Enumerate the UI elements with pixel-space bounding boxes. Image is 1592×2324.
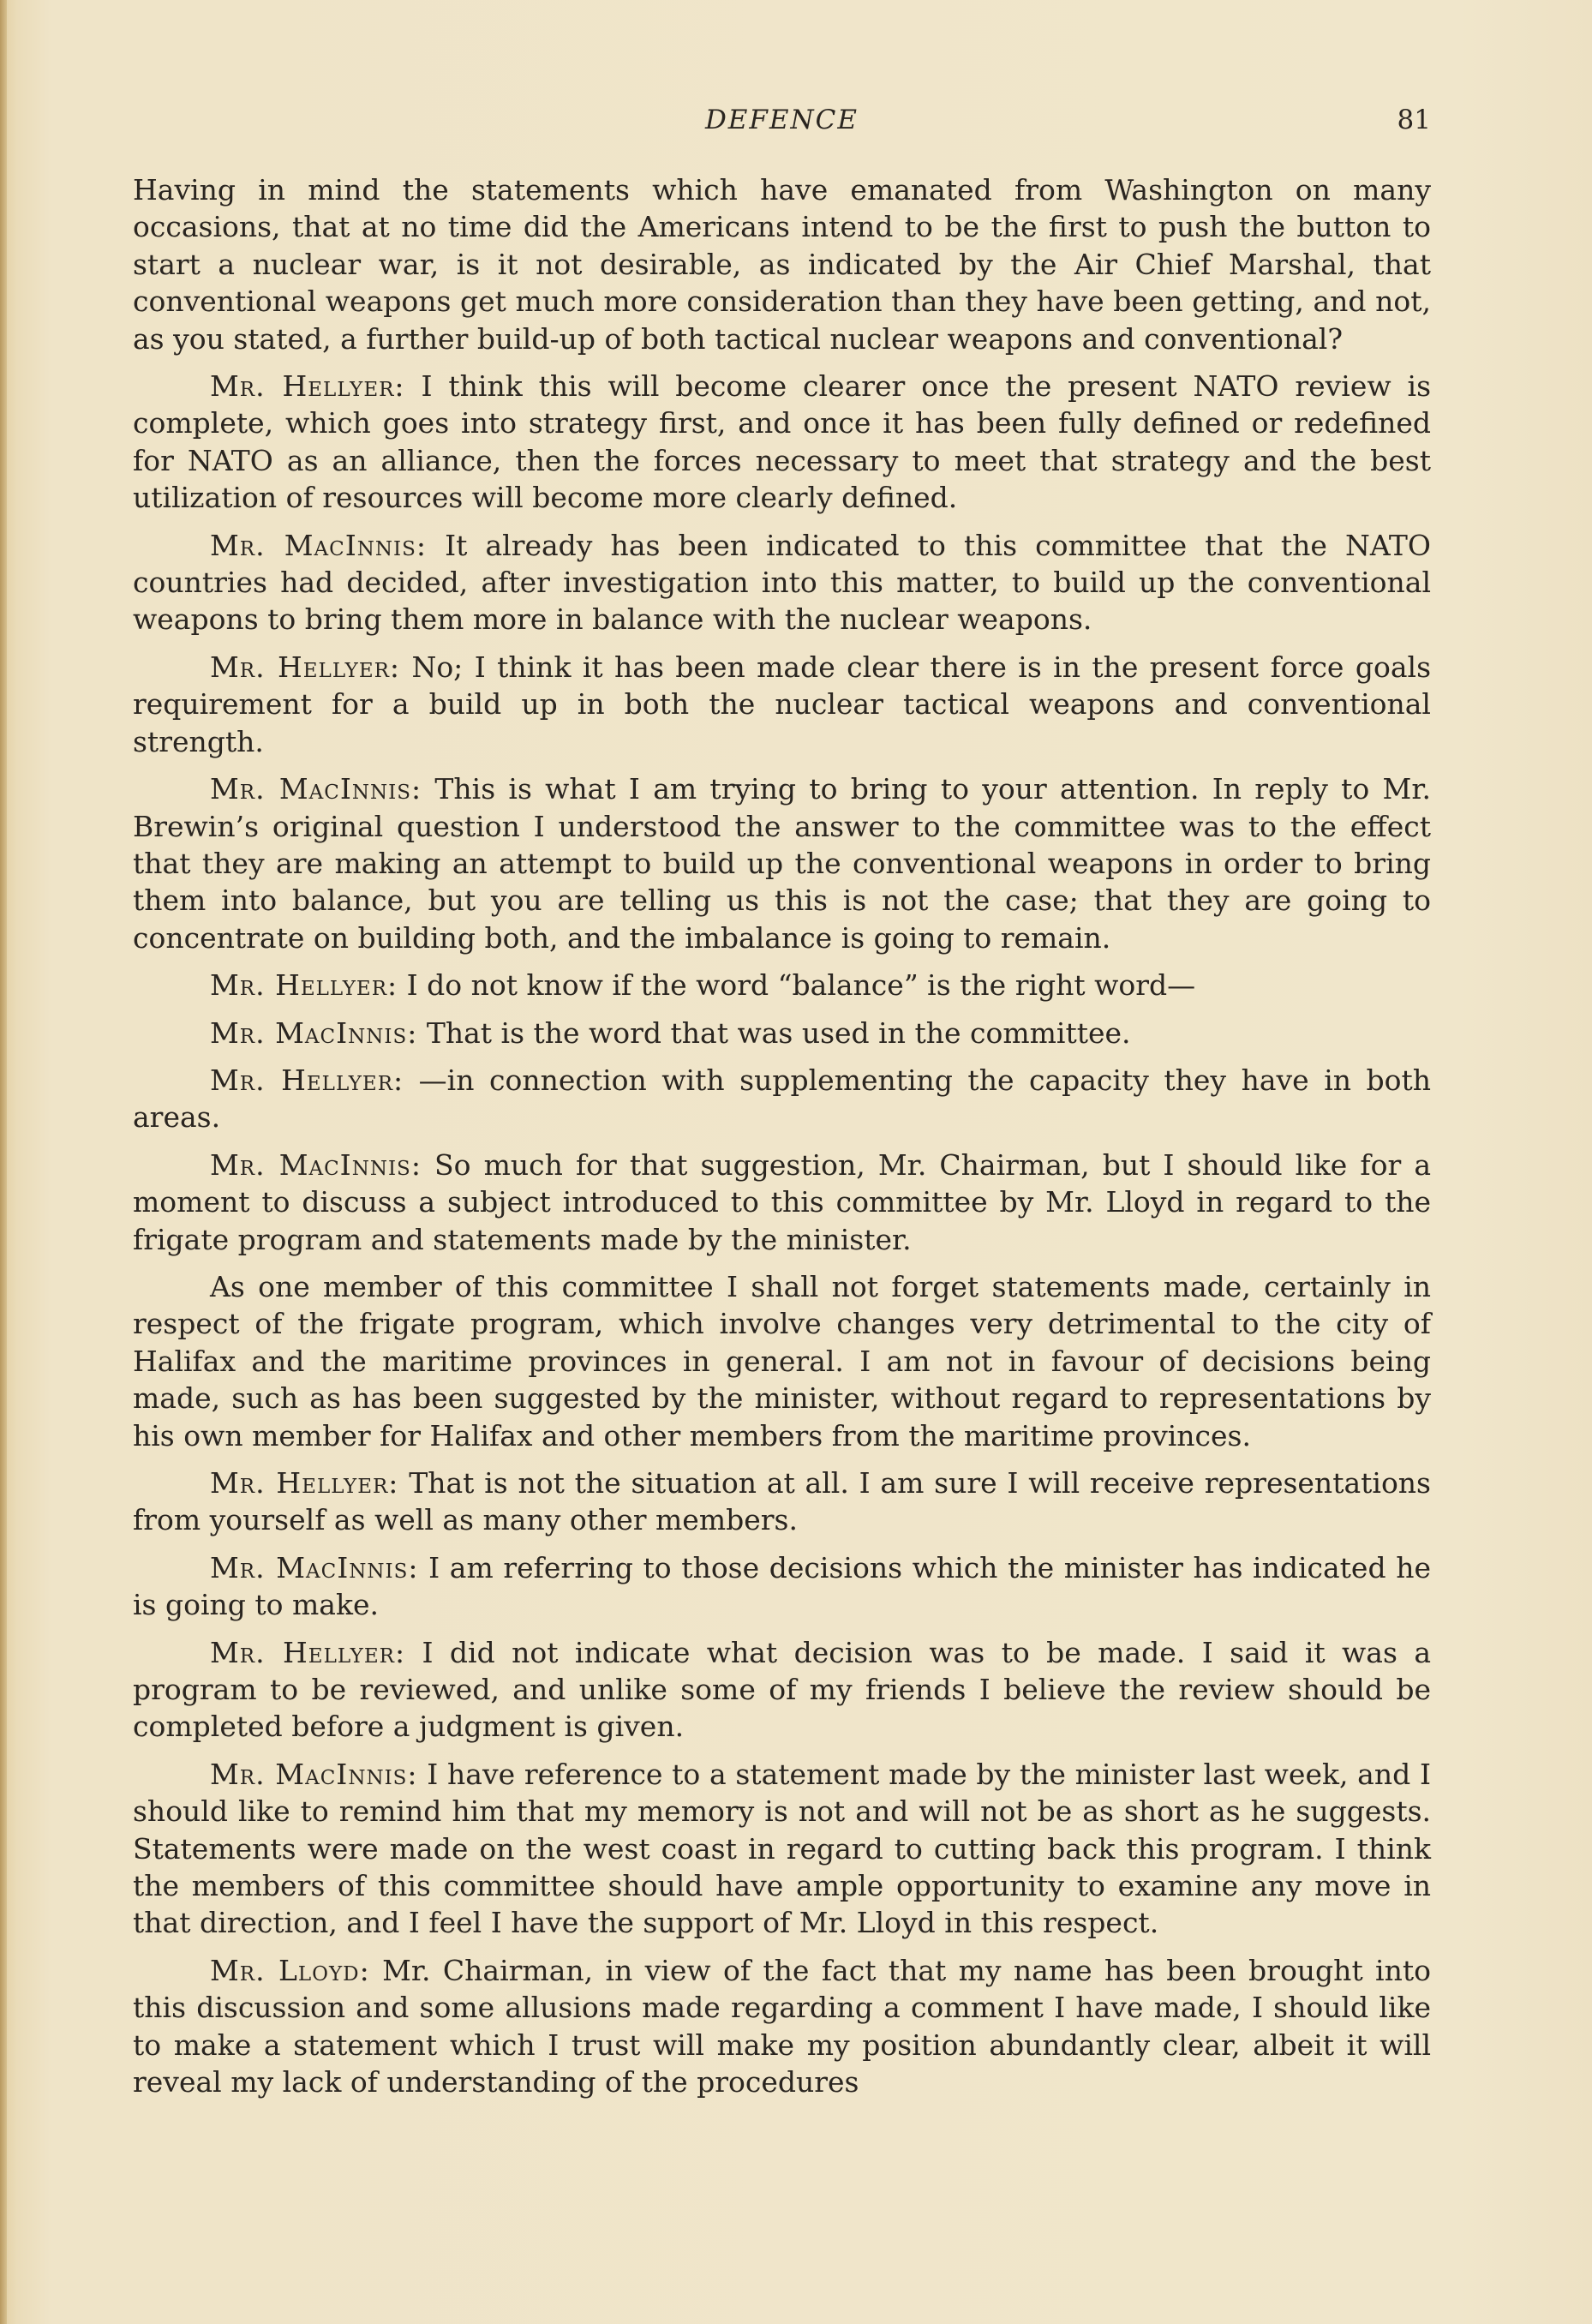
paragraph [133, 1549, 1431, 1624]
paragraph-text: Mr. Chairman, in view of the fact that my name has been brought into this discussion and some allusions made regarding a comment I have made, I should like to make a statement which I trust will make my position abundantly clear, albeit it will reveal my lack of understanding of the procedures [133, 1953, 1431, 2099]
paragraph-text: —in connection with supplementing the capacity they have in both areas. [133, 1063, 1432, 1135]
paragraph [133, 1062, 1431, 1136]
paragraph [133, 770, 1431, 956]
paragraph [133, 1015, 1431, 1051]
paragraph [133, 1464, 1431, 1539]
speaker-name: Mr. MacInnis: [210, 1147, 422, 1182]
paragraph [133, 1756, 1431, 1942]
transcript-body [133, 171, 1431, 2111]
speaker-name: Mr. MacInnis: [210, 1015, 418, 1050]
paragraph-text: I think this will become clearer once the present NATO review is complete, which goes into strategy first, and once it has been fully defined or redefined for NATO as an alliance, then the forces necessary to meet that strategy and the best utilization of resources will become more clearly defined. [133, 369, 1431, 515]
paragraph [133, 527, 1431, 638]
paragraph [133, 1268, 1431, 1454]
paragraph-text: I do not know if the word “balance” is the right word— [398, 968, 1196, 1003]
paragraph-text: As one member of this committee I shall not forget statements made, certainly in respect of the frigate program, which involve changes very detrimental to the city of Halifax and the maritime provinces in general. I am not in favour of decisions being made, such as has been suggested by the minister, without regard to representations by his own member for Halifax and other members from the maritime provinces. [133, 1269, 1431, 1452]
speaker-name: Mr. MacInnis: [210, 1757, 418, 1791]
speaker-name: Mr. Hellyer: [210, 1466, 399, 1500]
paragraph-text: It already has been indicated to this committee that the NATO countries had decided, after investigation into this matter, to build up the conventional weapons to bring them more in balance with the nuclear weapons. [133, 528, 1431, 637]
paragraph-text: I did not indicate what decision was to be made. I said it was a program to be reviewed, and unlike some of my friends I believe the review should be completed before a judgment is given. [133, 1635, 1432, 1744]
paragraph-text: Having in mind the statements which have emanated from Washington on many occasions, that at no time did the Americans intend to be the first to push the button to start a nuclear war, is it not desirable, as indicated by the Air Chief Marshal, that conventional weapons get much more consideration than they have been getting, and not, as you stated, a further build-up of both tactical nuclear weapons and conventional? [133, 173, 1431, 356]
speaker-name: Mr. Hellyer: [210, 369, 405, 404]
paragraph [133, 1952, 1431, 2101]
speaker-name: Mr. Hellyer: [210, 1635, 406, 1669]
paragraph [133, 649, 1431, 760]
paragraph-text: That is the word that was used in the committee. [417, 1015, 1131, 1050]
paragraph [133, 967, 1431, 1003]
speaker-name: Mr. Hellyer: [210, 1063, 404, 1097]
speaker-name: Mr. Lloyd: [210, 1953, 370, 1987]
paragraph-text: So much for that suggestion, Mr. Chairman, but I should like for a moment to discuss a subject introduced to this committee by Mr. Lloyd in regard to the frigate program and statements made by the minister. [133, 1147, 1431, 1256]
speaker-name: Mr. MacInnis: [210, 528, 427, 562]
paragraph [133, 1147, 1431, 1258]
running-head: DEFENCE [704, 105, 859, 135]
paragraph-text: I am referring to those decisions which the minister has indicated he is going to make. [133, 1550, 1431, 1622]
page-header [133, 103, 1431, 141]
paragraph-text: No; I think it has been made clear there is in the present force goals requirement for a build up in both the nuclear tactical weapons and conventional strength. [133, 650, 1431, 758]
paragraph-text: I have reference to a statement made by the minister last week, and I should like to remind him that my memory is not and will not be as short as he suggests. Statements were made on the west coast in regard to cutting back this program. I think the members of this committee should have ample opportunity to examine any move in that direction, and I feel I have the support of Mr. Lloyd in this respect. [133, 1757, 1431, 1940]
paragraph-text: This is what I am trying to bring to your attention. In reply to Mr. Brewin’s original question I understood the answer to the committee was to the effect that they are making an attempt to build up the conventional weapons in order to bring them into balance, but you are telling us this is not the case; that they are going to concentrate on building both, and the imbalance is going to remain. [133, 772, 1431, 955]
binding-edge [0, 0, 7, 2324]
speaker-name: Mr. Hellyer: [210, 650, 401, 684]
speaker-name: Mr. Hellyer: [210, 968, 398, 1003]
speaker-name: Mr. MacInnis: [210, 772, 422, 806]
paragraph [133, 1634, 1431, 1746]
paragraph [133, 171, 1431, 357]
page-number: 81 [1397, 105, 1431, 135]
paragraph [133, 368, 1431, 517]
paragraph-text: That is not the situation at all. I am sure I will receive representations from yourself as well as many other members. [133, 1466, 1431, 1537]
speaker-name: Mr. MacInnis: [210, 1550, 419, 1584]
